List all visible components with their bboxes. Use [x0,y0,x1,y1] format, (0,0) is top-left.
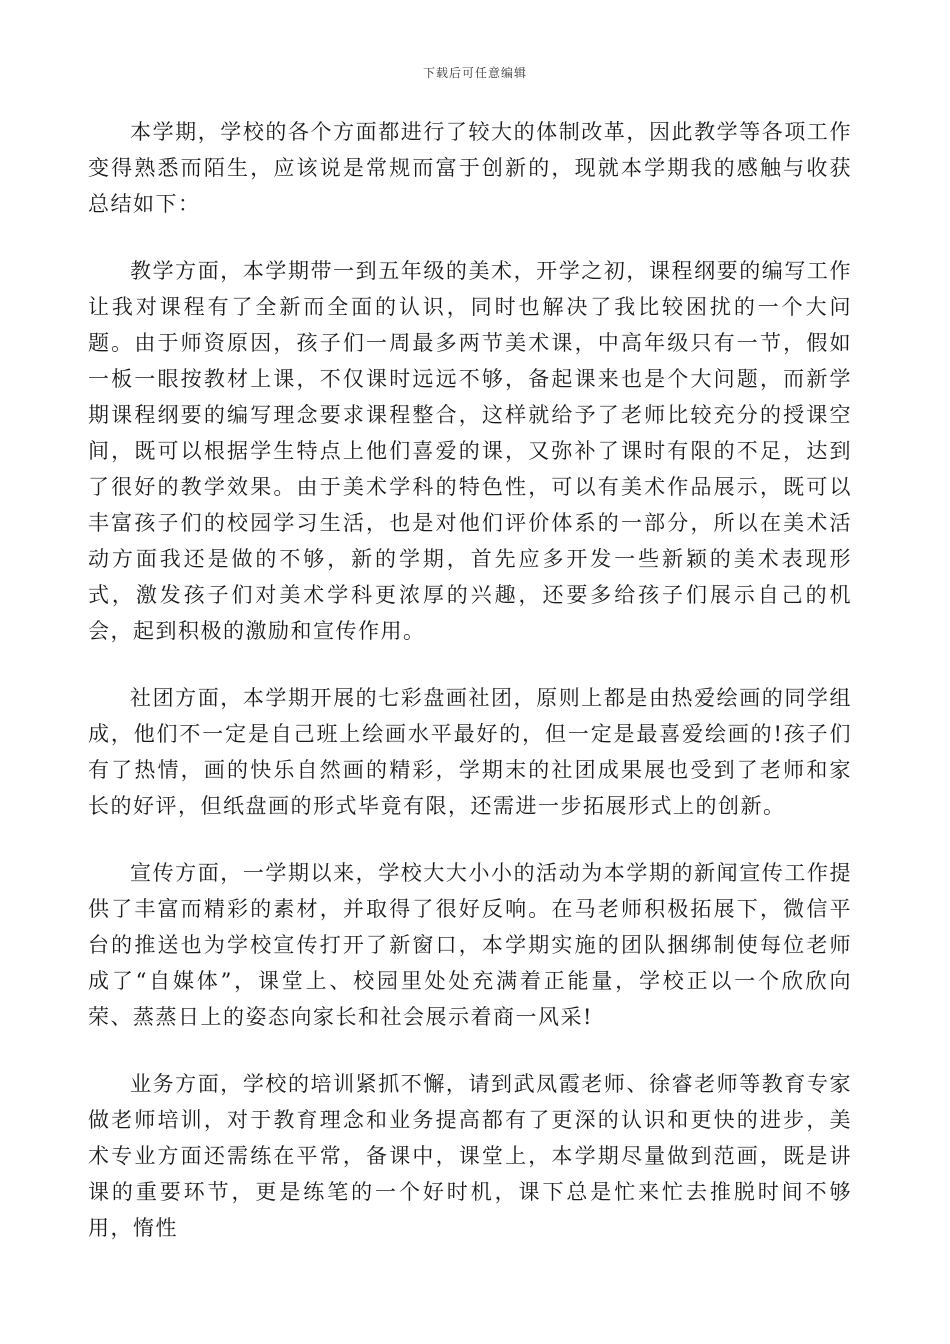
document-body [88,114,852,1277]
paragraph-teaching: 教学方面，本学期带一到五年级的美术，开学之初，课程纲要的编写工作让我对课程有了全新而全面的认识，同时也解决了我比较困扰的一个大问题。由于师资原因，孩子们一周最多两节美术课，中高年级只有一节，假如一板一眼按教材上课，不仅课时远远不够，备起课来也是个大问题，而新学期课程纲要的编写理念要求课程整合，这样就给予了老师比较充分的授课空间，既可以根据学生特点上他们喜爱的课，又弥补了课时有限的不足，达到了很好的教学效果。由于美术学科的特色性，可以有美术作品展示，既可以丰富孩子们的校园学习生活，也是对他们评价体系的一部分，所以在美术活动方面我还是做的不够，新的学期，首先应多开发一些新颖的美术表现形式，激发孩子们对美术学科更浓厚的兴趣，还要多给孩子们展示自己的机会，起到积极的激励和宣传作用。 [88,259,852,643]
paragraph-intro: 本学期，学校的各个方面都进行了较大的体制改革，因此教学等各项工作变得熟悉而陌生，应该说是常规而富于创新的，现就本学期我的感触与收获总结如下： [88,120,852,216]
page-header: 下载后可任意编辑 [422,66,527,80]
paragraph-publicity: 宣传方面，一学期以来，学校大大小小的活动为本学期的新闻宣传工作提供了丰富而精彩的素材，并取得了很好反响。在马老师积极拓展下，微信平台的推送也为学校宣传打开了新窗口，本学期实施的团队捆绑制使每位老师成了“自媒体”，课堂上、校园里处处充满着正能量，学校正以一个欣欣向荣、蒸蒸日上的姿态向家长和社会展示着商一风采! [88,861,852,1029]
paragraph-professional: 业务方面，学校的培训紧抓不懈，请到武凤霞老师、徐睿老师等教育专家做老师培训，对于教育理念和业务提高都有了更深的认识和更快的进步，美术专业方面还需练在平常，备课中，课堂上，本学期尽量做到范画，既是讲课的重要环节，更是练笔的一个好时机，课下总是忙来忙去推脱时间不够用，惰性 [88,1072,852,1240]
paragraph-club: 社团方面，本学期开展的七彩盘画社团，原则上都是由热爱绘画的同学组成，他们不一定是自己班上绘画水平最好的，但一定是最喜爱绘画的!孩子们有了热情，画的快乐自然画的精彩，学期末的社团成果展也受到了老师和家长的好评，但纸盘画的形式毕竟有限，还需进一步拓展形式上的创新。 [88,686,852,818]
